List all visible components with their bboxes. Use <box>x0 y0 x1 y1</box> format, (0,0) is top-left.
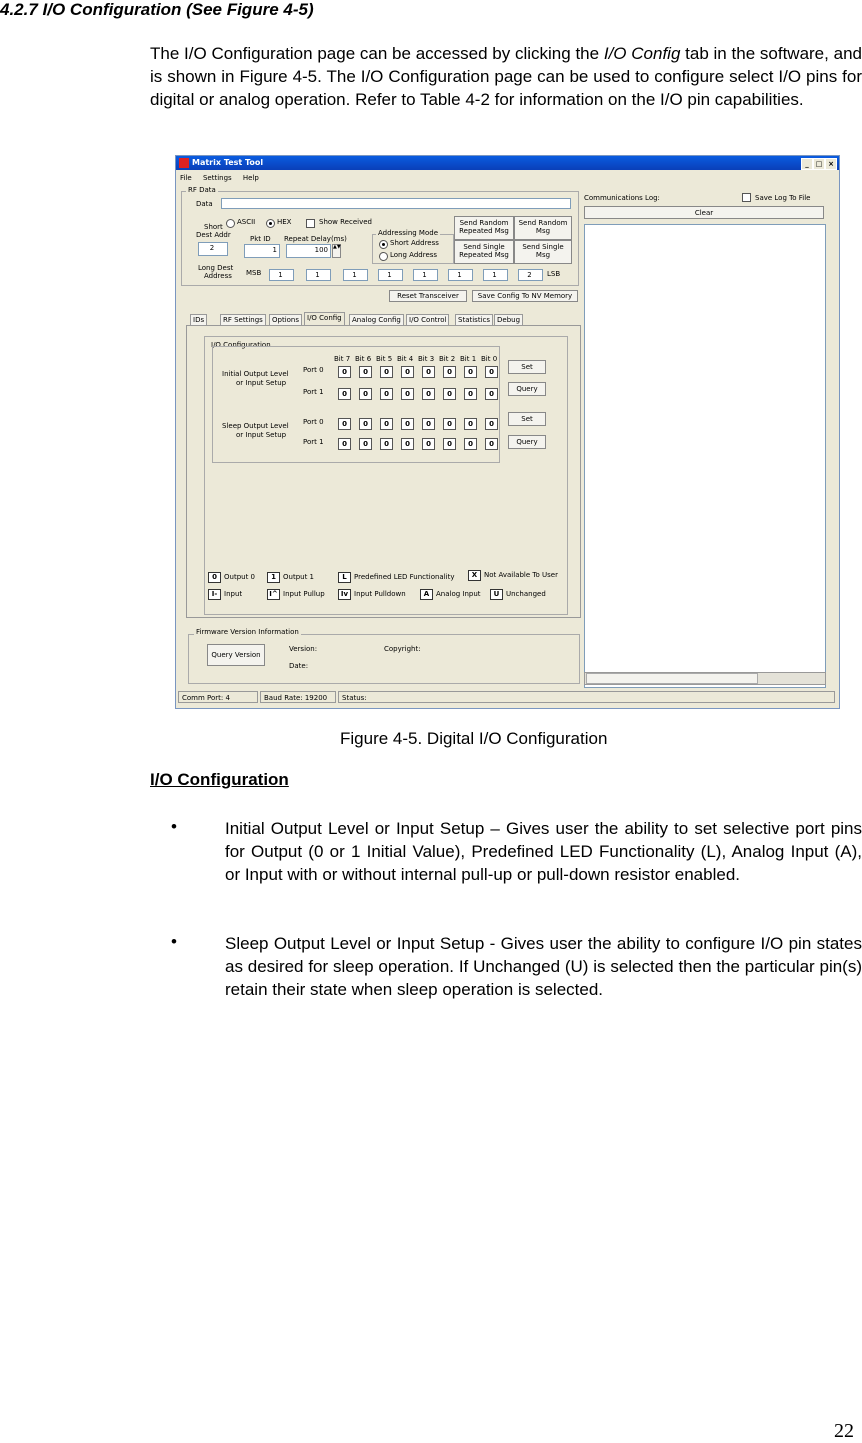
bit-header: Bit 3 <box>418 355 435 363</box>
figure-caption: Figure 4-5. Digital I/O Configuration <box>340 729 608 748</box>
reset-transceiver-button[interactable]: Reset Transceiver <box>389 290 467 302</box>
pin-button[interactable]: 0 <box>485 438 498 450</box>
save-log-label: Save Log To File <box>755 194 811 202</box>
version-label: Version: <box>289 645 318 653</box>
pin-button[interactable]: 0 <box>338 366 351 378</box>
pin-button[interactable]: 0 <box>485 388 498 400</box>
pin-button[interactable]: 0 <box>380 418 393 430</box>
short-dest-label-1: Short <box>204 223 223 231</box>
long-addr-byte[interactable]: 1 <box>378 269 403 281</box>
send-single-repeated-button[interactable]: Send Single Repeated Msg <box>454 240 514 264</box>
long-addr-byte[interactable]: 1 <box>448 269 473 281</box>
show-received-label: Show Received <box>319 218 372 226</box>
repeat-delay-spinner[interactable]: ▲▼ <box>332 244 341 258</box>
menu-settings[interactable]: Settings <box>202 174 232 182</box>
pin-button[interactable]: 0 <box>422 418 435 430</box>
pin-button[interactable]: 0 <box>443 438 456 450</box>
legend-label: Unchanged <box>506 590 546 598</box>
initial-label-2: or Input Setup <box>236 379 287 387</box>
legend-symbol: I^ <box>267 589 280 600</box>
intro-text-1: The I/O Configuration page can be accessed by clicking the <box>150 44 604 63</box>
long-dest-label-1: Long Dest <box>198 264 234 272</box>
pin-button[interactable]: 0 <box>464 438 477 450</box>
long-dest-label-2: Address <box>204 272 232 280</box>
tab-debug[interactable]: Debug <box>494 314 523 326</box>
legend-symbol: L <box>338 572 351 583</box>
intro-paragraph <box>150 42 862 111</box>
short-dest-input[interactable]: 2 <box>198 242 228 256</box>
long-addr-byte[interactable]: 2 <box>518 269 543 281</box>
ascii-label: ASCII <box>237 218 256 226</box>
legend-label: Input <box>224 590 243 598</box>
app-window-screenshot <box>175 155 840 709</box>
pin-button[interactable]: 0 <box>338 438 351 450</box>
repeat-delay-label: Repeat Delay(ms) <box>284 235 347 243</box>
pin-button[interactable]: 0 <box>443 366 456 378</box>
pin-button[interactable]: 0 <box>380 366 393 378</box>
rf-data-label: RF Data <box>188 186 216 194</box>
pin-button[interactable]: 0 <box>338 418 351 430</box>
close-icon[interactable]: × <box>825 158 837 170</box>
baud-rate-status: Baud Rate: 19200 <box>260 691 336 703</box>
copyright-label: Copyright: <box>384 645 421 653</box>
pin-button[interactable]: 0 <box>443 388 456 400</box>
long-addr-byte[interactable]: 1 <box>269 269 294 281</box>
pin-button[interactable]: 0 <box>464 418 477 430</box>
pin-button[interactable]: 0 <box>443 418 456 430</box>
set-sleep-button[interactable]: Set <box>508 412 546 426</box>
pin-button[interactable]: 0 <box>401 438 414 450</box>
hex-radio[interactable] <box>266 219 275 228</box>
legend-label: Output 1 <box>283 573 314 581</box>
bit-header: Bit 7 <box>334 355 351 363</box>
send-single-button[interactable]: Send Single Msg <box>514 240 572 264</box>
initial-label-1: Initial Output Level <box>222 370 289 378</box>
send-random-repeated-button[interactable]: Send Random Repeated Msg <box>454 216 514 240</box>
pin-button[interactable]: 0 <box>380 438 393 450</box>
data-label: Data <box>196 200 213 208</box>
tab-rf-settings[interactable]: RF Settings <box>220 314 266 326</box>
legend-symbol: U <box>490 589 503 600</box>
repeat-delay-input[interactable]: 100 <box>286 244 331 258</box>
data-input[interactable] <box>221 198 571 209</box>
bullet-marker: • <box>171 817 177 836</box>
pin-button[interactable]: 0 <box>401 418 414 430</box>
pin-button[interactable]: 0 <box>359 388 372 400</box>
show-received-checkbox[interactable] <box>306 219 315 228</box>
pin-button[interactable]: 0 <box>464 366 477 378</box>
initial-port1-label: Port 1 <box>303 388 324 396</box>
tab-statistics[interactable]: Statistics <box>455 314 493 326</box>
bullet-item-sleep-output: Sleep Output Level or Input Setup - Gives user the ability to configure I/O pin states as desired for sleep operation. If Unchanged (U) is selected then the particular pin(s) retain their state when sleep operation is selected. <box>225 934 862 999</box>
minimize-icon[interactable]: _ <box>801 158 813 170</box>
menu-bar <box>180 174 268 182</box>
legend-symbol: I- <box>208 589 221 600</box>
page-number: 22 <box>834 1420 854 1442</box>
long-addr-byte[interactable]: 1 <box>306 269 331 281</box>
set-initial-button[interactable]: Set <box>508 360 546 374</box>
pin-button[interactable]: 0 <box>401 366 414 378</box>
pin-button[interactable]: 0 <box>338 388 351 400</box>
bullet-item-initial-output: Initial Output Level or Input Setup – Gives user the ability to set selective port pins for Output (0 or 1 Initial Value), Predefined LED Functionality (L), Analog Input (A), or Input with or without internal pull-up or pull-down resistor enabled. <box>225 819 862 884</box>
pin-button[interactable]: 0 <box>380 388 393 400</box>
pkt-id-input[interactable]: 1 <box>244 244 280 258</box>
intro-text-2: tab in the software, and is shown in Figure 4-5. The I/O Configuration page can be used to configure select I/O pins for digital or analog operation. Refer to Table 4-2 for information on the I/O pin capabilities. <box>150 44 862 109</box>
bit-header: Bit 2 <box>439 355 456 363</box>
tab-options[interactable]: Options <box>269 314 302 326</box>
legend-label: Analog Input <box>436 590 481 598</box>
bullet-marker: • <box>171 932 177 951</box>
query-version-button[interactable]: Query Version <box>207 644 265 666</box>
menu-help[interactable]: Help <box>242 174 259 182</box>
clear-button[interactable]: Clear <box>584 206 824 219</box>
ascii-radio[interactable] <box>226 219 235 228</box>
comm-port-status: Comm Port: 4 <box>178 691 258 703</box>
long-addr-byte[interactable]: 1 <box>483 269 508 281</box>
title-bar <box>176 156 839 170</box>
legend-symbol: Iv <box>338 589 351 600</box>
tab-ids[interactable]: IDs <box>190 314 207 326</box>
date-label: Date: <box>289 662 309 670</box>
addressing-mode-label: Addressing Mode <box>378 229 438 237</box>
short-address-label: Short Address <box>390 239 439 247</box>
legend-label: Not Available To User <box>484 571 558 579</box>
tab-io-config[interactable]: I/O Config <box>304 312 345 326</box>
comm-log-area[interactable] <box>584 224 826 688</box>
pin-button[interactable]: 0 <box>422 438 435 450</box>
save-config-button[interactable]: Save Config To NV Memory <box>472 290 578 302</box>
legend-label: Output 0 <box>224 573 255 581</box>
legend-label: Input Pulldown <box>354 590 406 598</box>
bit-header: Bit 1 <box>460 355 477 363</box>
legend-label: Input Pullup <box>283 590 325 598</box>
pin-button[interactable]: 0 <box>422 388 435 400</box>
sleep-label-2: or Input Setup <box>236 431 287 439</box>
sleep-port1-label: Port 1 <box>303 438 324 446</box>
legend-label: Predefined LED Functionality <box>354 573 455 581</box>
save-log-checkbox[interactable] <box>742 193 751 202</box>
firmware-group-label: Firmware Version Information <box>196 628 299 636</box>
msb-label: MSB <box>246 269 262 277</box>
io-config-inner-group <box>212 346 500 463</box>
query-sleep-button[interactable]: Query <box>508 435 546 449</box>
long-addr-byte[interactable]: 1 <box>343 269 368 281</box>
io-config-group-label: I/O Configuration <box>211 341 271 349</box>
subsection-heading: I/O Configuration <box>150 770 289 789</box>
pin-button[interactable]: 0 <box>401 388 414 400</box>
comm-log-label: Communications Log: <box>584 194 660 202</box>
pin-button[interactable]: 0 <box>485 418 498 430</box>
bit-header: Bit 5 <box>376 355 393 363</box>
legend-symbol: 1 <box>267 572 280 583</box>
long-address-radio[interactable] <box>379 252 388 261</box>
pin-button[interactable]: 0 <box>359 438 372 450</box>
pin-button[interactable]: 0 <box>422 366 435 378</box>
tab-analog-config[interactable]: Analog Config <box>349 314 404 326</box>
send-random-button[interactable]: Send Random Msg <box>514 216 572 240</box>
status-field: Status: <box>338 691 835 703</box>
bit-header: Bit 6 <box>355 355 372 363</box>
query-initial-button[interactable]: Query <box>508 382 546 396</box>
pin-button[interactable]: 0 <box>359 418 372 430</box>
long-address-label: Long Address <box>390 251 438 259</box>
hex-label: HEX <box>277 218 292 226</box>
window-title: Matrix Test Tool <box>192 158 264 167</box>
legend-symbol: A <box>420 589 433 600</box>
bit-header: Bit 0 <box>481 355 498 363</box>
pkt-id-label: Pkt ID <box>250 235 271 243</box>
bit-header: Bit 4 <box>397 355 414 363</box>
io-config-reference: I/O Config <box>603 44 681 63</box>
short-dest-label-2: Dest Addr <box>196 231 231 239</box>
sleep-label-1: Sleep Output Level <box>222 422 289 430</box>
short-address-radio[interactable] <box>379 240 388 249</box>
menu-file[interactable]: File <box>180 174 192 182</box>
legend-symbol: X <box>468 570 481 581</box>
sleep-port0-label: Port 0 <box>303 418 324 426</box>
initial-port0-label: Port 0 <box>303 366 324 374</box>
pin-button[interactable]: 0 <box>359 366 372 378</box>
pin-button[interactable]: 0 <box>485 366 498 378</box>
legend-symbol: 0 <box>208 572 221 583</box>
lsb-label: LSB <box>547 270 561 278</box>
section-heading: 4.2.7 I/O Configuration (See Figure 4-5) <box>0 0 314 19</box>
scrollbar-thumb[interactable] <box>586 673 758 684</box>
pin-button[interactable]: 0 <box>464 388 477 400</box>
tab-io-control[interactable]: I/O Control <box>406 314 449 326</box>
app-logo-icon <box>179 158 189 168</box>
maximize-icon[interactable]: □ <box>813 158 825 170</box>
long-addr-byte[interactable]: 1 <box>413 269 438 281</box>
